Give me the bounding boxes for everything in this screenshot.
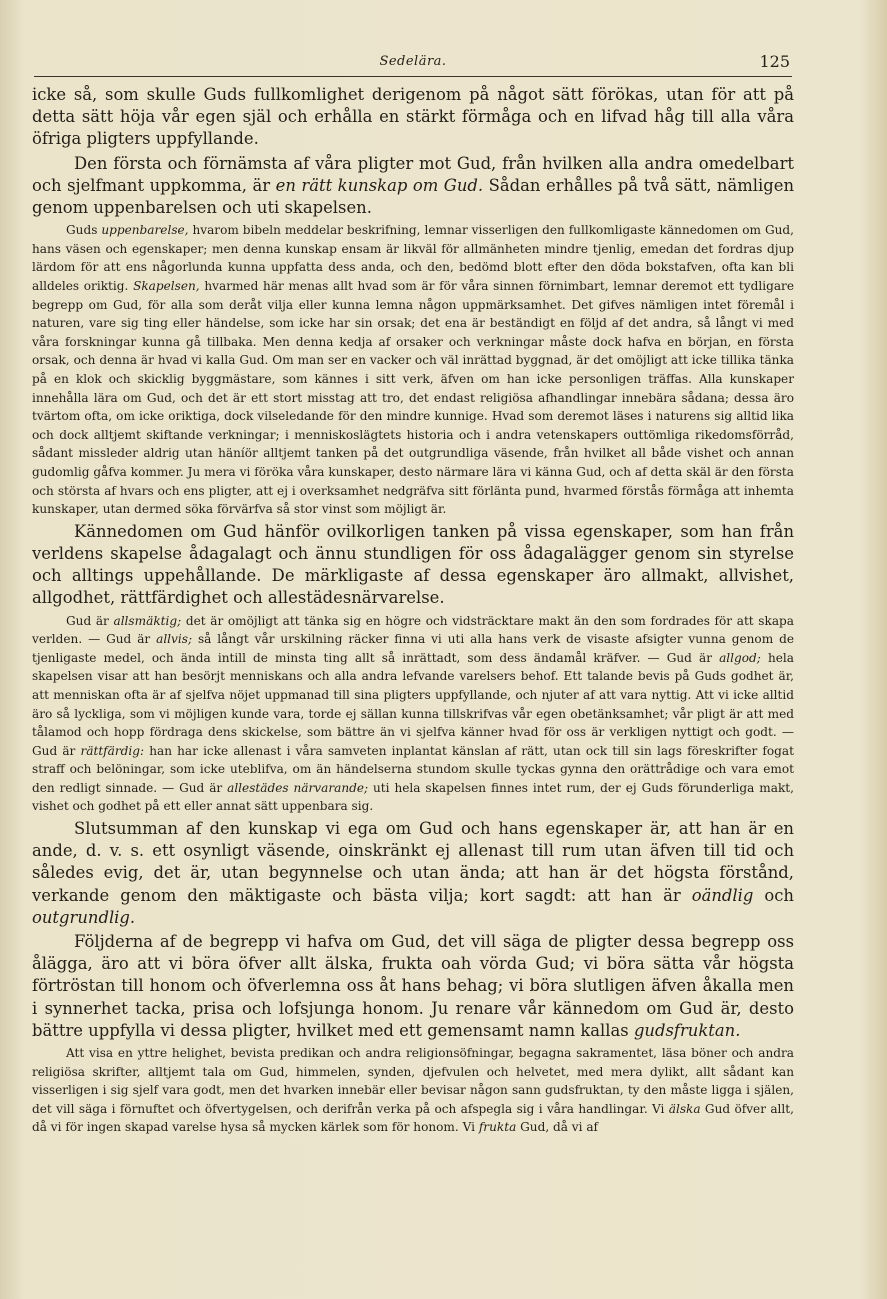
italic-text: allvis;: [156, 632, 193, 647]
text-segment: Guds: [66, 223, 102, 238]
italic-text: gudsfruktan.: [633, 1020, 741, 1040]
text-segment: hela skapelsen visar att han besörjt menniskans och alla andra lefvande varelsers behof. Ett talande bevis på Guds godhet är, att menniskan ofta är af sjelfva nöjet uppmanad till sina pligters uppfyllande, och njuter af att vara nyttig. Att vi icke alltid äro så lyckliga, som vi möjligen kunde vara, torde ej sällan kunna tillskrifvas vår egen obetänksamhet; vår pligt är att med tålamod och hopp fördraga dens skickelse, som bättre än vi sjelfva känner hvad för oss är verkligen nyttigt och godt. — Gud är: [32, 650, 794, 758]
text-segment: hvarom bibeln meddelar beskrifning, lemnar visserligen den fullkomligaste kännedomen om Gud, hans väsen och egenskaper; men denna kunskap ensam är likväl för allmänheten mindre tjenlig, emedan det fordras djup lärdom för att ens någorlunda kunna uppfatta dess anda, och den, bedömd blott efter den döda bokstafven, ofta kan bli alldeles oriktig.: [32, 223, 794, 293]
page-number: 125: [759, 52, 790, 71]
main-paragraph: [32, 931, 794, 1042]
italic-text: Skapelsen,: [133, 279, 200, 293]
text-segment: det är omöjligt att tänka sig en högre och vidsträcktare makt än den som fordrades för att skapa verlden. — Gud är: [32, 613, 795, 647]
text-segment: icke så, som skulle Guds fullkomlighet derigenom på något sätt förökas, utan för att på detta sätt höja vår egen själ och erhålla en stärkt förmåga och en lifvad håg till alla våra öfriga pligters uppfyllande.: [32, 85, 794, 149]
text-segment: han har icke allenast i våra samveten inplantat känslan af rätt, utan ock till sin lags föreskrifter fogat straff och belöningar, som icke uteblifva, om än händelserna stundom skulle tyckas gynna den orättrådige och vara emot den redligt sinnade. — Gud är: [32, 743, 794, 795]
text-segment: så långt vår urskilning räcker finna vi uti alla hans verk de visaste afsigter vunna genom de tjenligaste medel, och ända intill de minsta ting allt så inrättadt, som dess ändamål kräfver. — Gud är: [32, 632, 794, 665]
italic-text: älska: [668, 1101, 701, 1116]
main-paragraph: [32, 521, 794, 610]
italic-text: en rätt kunskap om Gud.: [275, 175, 484, 195]
text-segment: Kännedomen om Gud hänför ovilkorligen tanken på vissa egenskaper, som han från verldens skapelse ådagalagt och ännu stundligen för oss ådagalägger genom sin styrelse och alltings uppehållande. De märkligaste af dessa egenskaper äro allmakt, allvishet, allgodhet, rättfärdighet och allestädesnärvarelse.: [32, 521, 794, 608]
note-paragraph: [32, 1044, 794, 1137]
italic-text: oändlig: [691, 885, 754, 905]
main-paragraph: [32, 84, 794, 151]
note-paragraph: [32, 221, 794, 519]
main-paragraph: [32, 153, 794, 220]
body-text: [32, 84, 794, 1137]
italic-text: allgod;: [719, 650, 761, 665]
text-segment: Gud, då vi af: [516, 1120, 599, 1135]
italic-text: outgrundlig.: [32, 907, 136, 927]
text-segment: Gud öfver allt, då vi för ingen skapad varelse hysa så mycken kärlek som för honom. Vi: [32, 1101, 794, 1135]
text-segment: Gud är: [66, 613, 114, 628]
text-segment: Följderna af de begrepp vi hafva om Gud, det vill säga de pligter dessa begrepp oss ålägga, äro att vi böra öfver allt älska, frukta oah vörda Gud; vi böra sätta vår högsta förtröstan till honom och öfverlemna oss åt hans behag; vi böra slutligen äfven åkalla men i synnerhet tacka, prisa och lofsjunga honom. Ju renare vår kännedom om Gud är, desto bättre uppfylla vi dessa pligter, hvilket med ett gemensamt namn kallas: [32, 932, 794, 1040]
text-segment: hvarmed här menas allt hvad som är för våra sinnen förnimbart, lemnar deremot ett tydligare begrepp om Gud, för alla som deråt vilja eller kunna lemna någon uppmärksamhet. Det gifves nämligen intet föremål i naturen, vare sig ting eller händelse, som icke har sin orsak; det ena är beständigt en följd af det andra, så långt vi med våra forskningar kunna gå tillbaka. Men denna kedja af orsaker och verkningar måste dock hafva en början, en första orsak, och denna är hvad vi kalla Gud. Om man ser en vacker och väl inrättad byggnad, är det omöjligt att icke tillika tänka på en klok och skicklig byggmästare, som kännes i sitt verk, äfven om han icke personligen träffas. Alla kunskaper innehålla lära om Gud, och det är ett stort misstag att tro, det endast religiösa afhandlingar innebära sådana; dessa äro tvärtom ofta, om icke oriktiga, dock vilseledande för den mindre kunnige. Hvad som deremot läses i naturens sig alltid lika och dock alltjemt skiftande verkningar; i menniskoslägtets historia och i andra vetenskapers outtömliga rikedomsförråd, sådant missleder aldrig utan häníör alltjemt tanken på det outgrundliga väsende, från hvilket all både vishet och annan gudomlig gåfva kommer. Ju mera vi föröka våra kunskaper, desto närmare lära vi känna Gud, och af detta skäl är den första och största af hvars och ens pligter, att ej i overksamhet nedgräfva sitt förlänta pund, hvarmed förstås förmåga att inhemta kunskaper, utan dermed söka förvärfva så stor vinst som möjligt är.: [32, 279, 794, 517]
note-paragraph: [32, 612, 794, 817]
italic-text: allsmäktig;: [113, 613, 182, 628]
main-paragraph: [32, 818, 794, 929]
text-segment: Slutsumman af den kunskap vi ega om Gud och hans egenskaper är, att han är en ande, d. v. s. ett osynligt väsende, oinskränkt ej allenast till rum utan äfven till tid och således evig, det är, utan begynnelse och utan ända; att han är det högsta förstånd, verkande genom den mäktigaste och bästa vilja; kort sagdt: att han är: [32, 819, 794, 905]
text-segment: Den första och förnämsta af våra pligter mot Gud, från hvilken alla andra omedelbart och sjelfmant uppkomma, är: [32, 153, 794, 195]
italic-text: rättfärdig:: [80, 743, 145, 758]
text-segment: uti hela skapelsen finnes intet rum, der ej Guds förunderliga makt, vishet och godhet på ett eller annat sätt uppenbara sig.: [32, 780, 795, 814]
italic-text: uppenbarelse,: [101, 223, 189, 238]
italic-text: allestädes närvarande;: [227, 780, 369, 795]
page-header: [34, 52, 792, 77]
text-segment: och: [753, 885, 794, 905]
italic-text: frukta: [478, 1120, 517, 1135]
text-segment: Sådan erhålles på två sätt, nämligen genom uppenbarelsen och uti skapelsen.: [32, 175, 795, 218]
text-segment: Att visa en yttre helighet, bevista predikan och andra religionsöfningar, begagna sakramentet, läsa böner och andra religiösa skrifter, alltjemt tala om Gud, himmelen, synden, djefvulen och helvetet, med mera dylikt, allt sådant kan visserligen i sig sjelf vara godt, men det hvarken innebär eller bevisar någon sann gudsfruktan, ty den måste ligga i själen, det vill säga i förnuftet och öfvertygelsen, och derifrån verka på och afspegla sig i våra handlingar. Vi: [32, 1046, 794, 1116]
running-head: Sedelära.: [379, 54, 447, 69]
